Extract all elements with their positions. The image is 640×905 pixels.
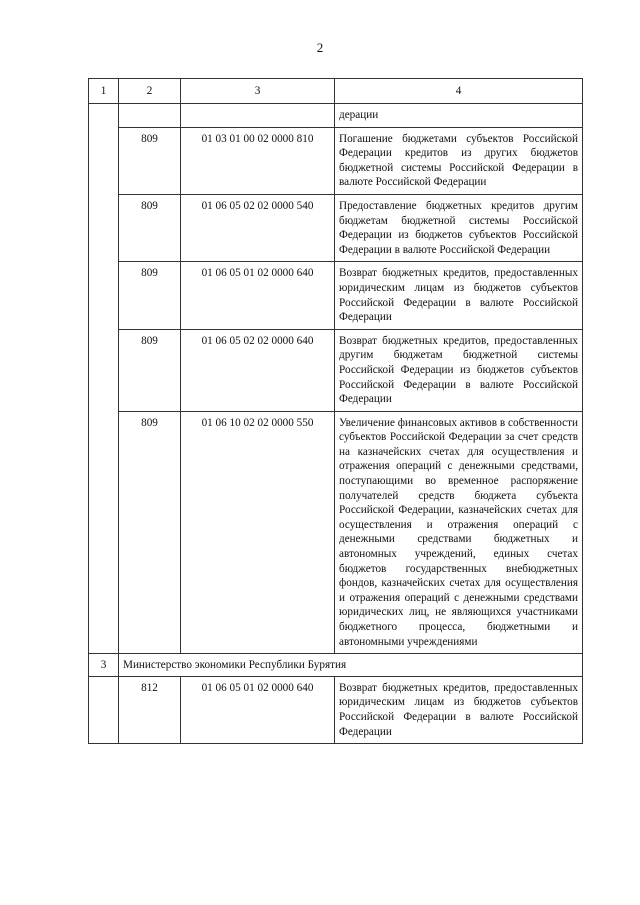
section-row	[89, 654, 583, 677]
row-description: Увеличение финансовых активов в собственности субъектов Российской Федерации за счет средств на казначейских счетах для осуществления и отражения операций с денежными средствами, поступающими во временное распоряжение получателей средств бюджета субъекта Российской Федерации, казначейских счетах для осуществления и отражения операций с денежными средствами бюджетных и автономных учреждений, единых счетах бюджетов государственных внебюджетных фондов, казначейских счетах для осуществления и отражения операций с денежными средствами юридических лиц, не являющихся участниками бюджетного процесса, бюджетными и автономными учреждениями	[335, 411, 583, 654]
continuation-text: дерации	[335, 104, 583, 128]
admin-code: 809	[119, 262, 181, 329]
admin-code: 809	[119, 194, 181, 261]
table-row	[89, 127, 583, 194]
admin-code: 809	[119, 411, 181, 654]
empty-number-cell	[89, 676, 119, 743]
table-row	[89, 329, 583, 411]
empty-code-cell	[119, 104, 181, 128]
header-col-3: 3	[181, 79, 335, 104]
table-row	[89, 194, 583, 261]
section-title: Министерство экономики Республики Бурятия	[119, 654, 583, 677]
row-description: Возврат бюджетных кредитов, предоставленных другим бюджетам бюджетной системы Российской Федерации из бюджетов субъектов Российской Федерации в валюте Российской Федерации	[335, 329, 583, 411]
admin-code: 809	[119, 127, 181, 194]
budget-table	[88, 78, 583, 744]
page-number: 2	[316, 40, 324, 55]
empty-kbk-cell	[181, 104, 335, 128]
merged-number-cell	[89, 104, 119, 654]
table-row	[89, 676, 583, 743]
table-header-row	[89, 79, 583, 104]
row-description: Погашение бюджетами субъектов Российской Федерации кредитов из других бюджетов бюджетной системы Российской Федерации в валюте Российской Федерации	[335, 127, 583, 194]
header-col-2: 2	[119, 79, 181, 104]
kbk-code: 01 06 05 01 02 0000 640	[181, 676, 335, 743]
table-row	[89, 262, 583, 329]
header-col-4: 4	[335, 79, 583, 104]
kbk-code: 01 06 05 02 02 0000 540	[181, 194, 335, 261]
row-description: Предоставление бюджетных кредитов другим бюджетам бюджетной системы Российской Федерации из бюджетов субъектов Российской Федерации в валюте Российской Федерации	[335, 194, 583, 261]
header-col-1: 1	[89, 79, 119, 104]
kbk-code: 01 06 10 02 02 0000 550	[181, 411, 335, 654]
kbk-code: 01 06 05 01 02 0000 640	[181, 262, 335, 329]
table-row	[89, 411, 583, 654]
kbk-code: 01 03 01 00 02 0000 810	[181, 127, 335, 194]
admin-code: 812	[119, 676, 181, 743]
row-description: Возврат бюджетных кредитов, предоставленных юридическим лицам из бюджетов субъектов Российской Федерации в валюте Российской Федерации	[335, 262, 583, 329]
row-description: Возврат бюджетных кредитов, предоставленных юридическим лицам из бюджетов субъектов Российской Федерации в валюте Российской Федерации	[335, 676, 583, 743]
admin-code: 809	[119, 329, 181, 411]
section-number: 3	[89, 654, 119, 677]
kbk-code: 01 06 05 02 02 0000 640	[181, 329, 335, 411]
continuation-row	[89, 104, 583, 128]
